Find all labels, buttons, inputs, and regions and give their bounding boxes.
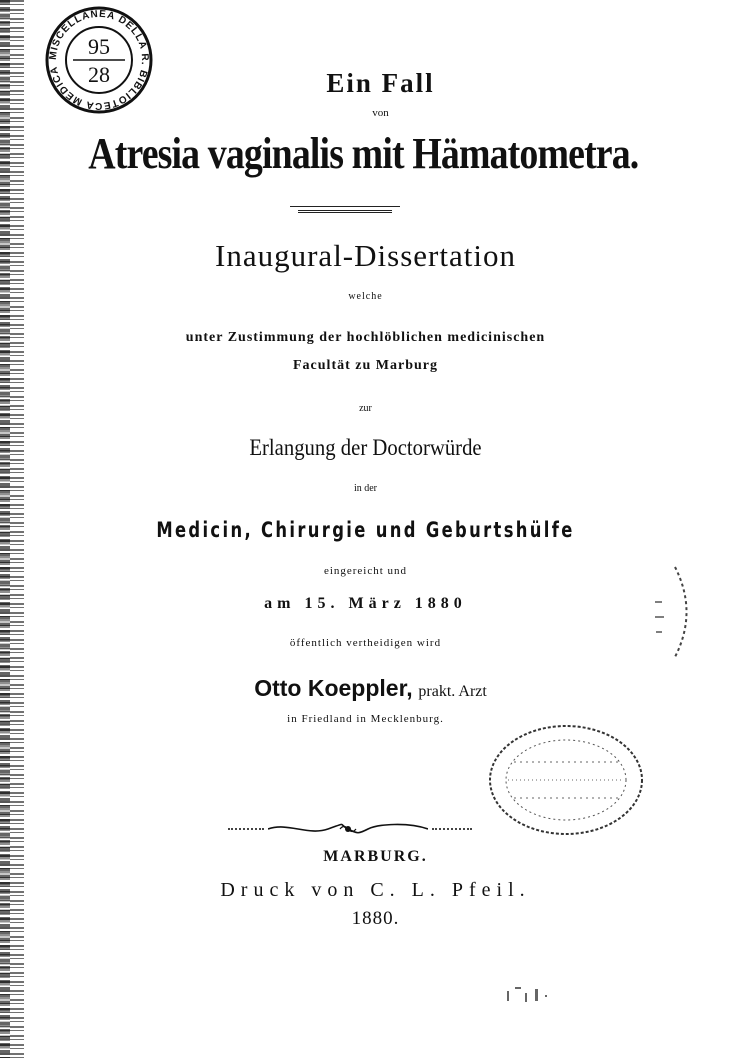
stamp-ring-text: MISCELLANEA DELLA R. BIBLIOTECA MEDICA — [47, 8, 151, 112]
heading-ein-fall: Ein Fall — [326, 68, 435, 98]
author-line — [0, 675, 731, 702]
main-title: Atresia vaginalis mit Hämatometra. — [88, 129, 639, 178]
bleed-through-mark — [650, 562, 700, 662]
dissertation-heading: Inaugural-Dissertation — [215, 238, 516, 273]
imprint-place: MARBURG. — [323, 848, 428, 865]
imprint-year: 1880. — [351, 908, 400, 929]
text-oeffentlich: öffentlich vertheidigen wird — [289, 637, 442, 649]
oval-library-stamp — [486, 722, 646, 838]
stamp-number-top: 95 — [88, 34, 110, 59]
text-erlangung: Erlangung der Doctorwürde — [249, 435, 482, 460]
paper-specks — [495, 983, 575, 1007]
text-unter-zustimmung: unter Zustimmung der hochlöblichen medicinischen — [185, 330, 546, 345]
ornament-divider — [268, 822, 428, 836]
author-title: prakt. Arzt — [418, 683, 487, 700]
ornament-dots-left — [228, 828, 264, 832]
text-datum: am 15. März 1880 — [264, 595, 467, 612]
text-welche: welche — [348, 291, 383, 302]
author-location: in Friedland in Mecklenburg. — [287, 713, 444, 725]
text-zur: zur — [359, 403, 372, 414]
heading-von: von — [372, 107, 389, 119]
author-name: Otto Koeppler, — [254, 675, 413, 701]
ornament-dots-right — [432, 828, 472, 832]
library-stamp — [43, 4, 155, 116]
stamp-number-bottom: 28 — [88, 62, 110, 87]
text-facultaet: Facultät zu Marburg — [293, 358, 438, 373]
title-rule — [290, 206, 400, 207]
text-in-der: in der — [353, 483, 378, 494]
title-rule-double — [298, 210, 392, 213]
imprint-printer: Druck von C. L. Pfeil. — [220, 879, 531, 901]
text-eingereicht: eingereicht und — [323, 565, 408, 577]
text-faecher: Medicin, Chirurgie und Geburtshülfe — [156, 518, 575, 542]
